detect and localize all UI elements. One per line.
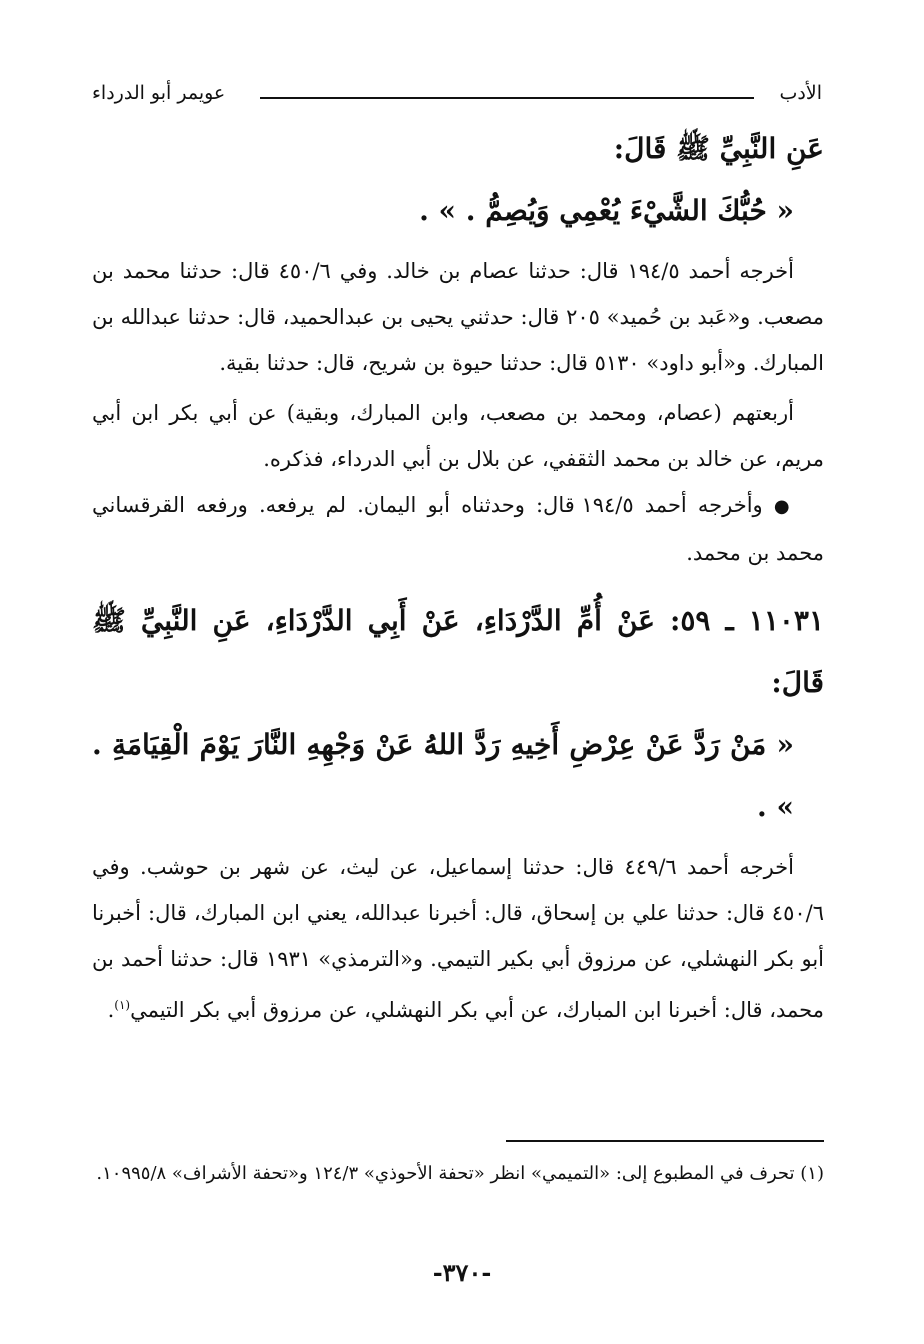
takhrij-paragraph: أخرجه أحمد ١٩٤/٥ قال: حدثنا عصام بن خالد. وفي ٤٥٠/٦ قال: حدثنا محمد بن مصعب. و«عَبد بن حُميد» ٢٠٥ قال: حدثني يحيى بن عبدالحميد، قال: حدثنا عبدالله بن المبارك. و«أبو داود» ٥١٣٠ قال: حدثنا حيوة بن شريح، قال: حدثنا بقية. — [92, 259, 824, 375]
bullet-icon: ● — [773, 496, 794, 517]
hadith-text: « حُبُّكَ الشَّيْءَ يُعْمِي وَيُصِمُّ . » . — [419, 194, 794, 227]
hadith-intro: ١١٠٣١ ـ ٥٩: عَنْ أُمِّ الدَّرْدَاءِ، عَنْ أَبِي الدَّرْدَاءِ، عَنِ النَّبِيِّ ﷺ قَالَ: — [92, 604, 824, 699]
hadith-intro: عَنِ النَّبِيِّ ﷺ قَالَ: — [613, 132, 824, 165]
takhrij-bullet-paragraph — [92, 482, 824, 576]
page-number: -٣٧٠- — [432, 1258, 492, 1287]
spacer — [92, 576, 824, 590]
header-narrator-title: عويمر أبو الدرداء — [92, 82, 226, 104]
running-header — [92, 82, 822, 112]
footnote: (١) تحرف في المطبوع إلى: «التميمي» انظر «تحفة الأحوذي» ١٢٤/٣ و«تحفة الأشراف» ١٠٩٩٥/٨. — [96, 1163, 824, 1184]
header-rule — [260, 97, 754, 99]
takhrij-paragraph: أخرجه أحمد ٤٤٩/٦ قال: حدثنا إسماعيل، عن ليث، عن شهر بن حوشب. وفي ٤٥٠/٦ قال: حدثنا علي بن إسحاق، قال: أخبرنا عبدالله، يعني ابن المبارك، قال: أخبرنا أبو بكر النهشلي، عن مرزوق أبي بكير التيمي. و«الترمذي» ١٩٣١ قال: حدثنا أحمد بن محمد، قال: أخبرنا ابن المبارك، عن أبي بكر النهشلي، عن مرزوق أبي بكر التيمي$^{(١)}$. — [92, 855, 824, 1022]
page-body — [92, 118, 824, 1033]
takhrij-text: أخرجه أحمد ٤٤٩/٦ قال: حدثنا إسماعيل، عن ليث، عن شهر بن حوشب. وفي ٤٥٠/٦ قال: حدثنا علي بن إسحاق، قال: أخبرنا عبدالله، يعني ابن المبارك، قال: أخبرنا أبو بكر النهشلي، عن مرزوق أبي بكير التيمي. و«الترمذي» ١٩٣١ قال: حدثنا أحمد بن محمد، قال: أخبرنا ابن المبارك، عن أبي بكر النهشلي، عن مرزوق أبي بكر التيمي — [92, 855, 824, 1022]
hadith-text: « مَنْ رَدَّ عَنْ عِرْضِ أَخِيهِ رَدَّ اللهُ عَنْ وَجْهِهِ النَّارَ يَوْمَ الْقِيَامَةِ . » . — [92, 728, 794, 823]
takhrij-bullet-text: وأخرجه أحمد ١٩٤/٥ قال: وحدثناه أبو اليمان. لم يرفعه. ورفعه القرقساني محمد بن محمد. — [92, 493, 824, 565]
footnote-reference: (١) — [114, 998, 131, 1012]
header-section-title: الأدب — [779, 82, 822, 104]
footnote-rule — [506, 1140, 824, 1142]
takhrij-paragraph: أربعتهم (عصام، ومحمد بن مصعب، وابن المبارك، وبقية) عن أبي بكر ابن أبي مريم، عن خالد بن محمد الثقفي، عن بلال بن أبي الدرداء، فذكره. — [92, 401, 824, 471]
